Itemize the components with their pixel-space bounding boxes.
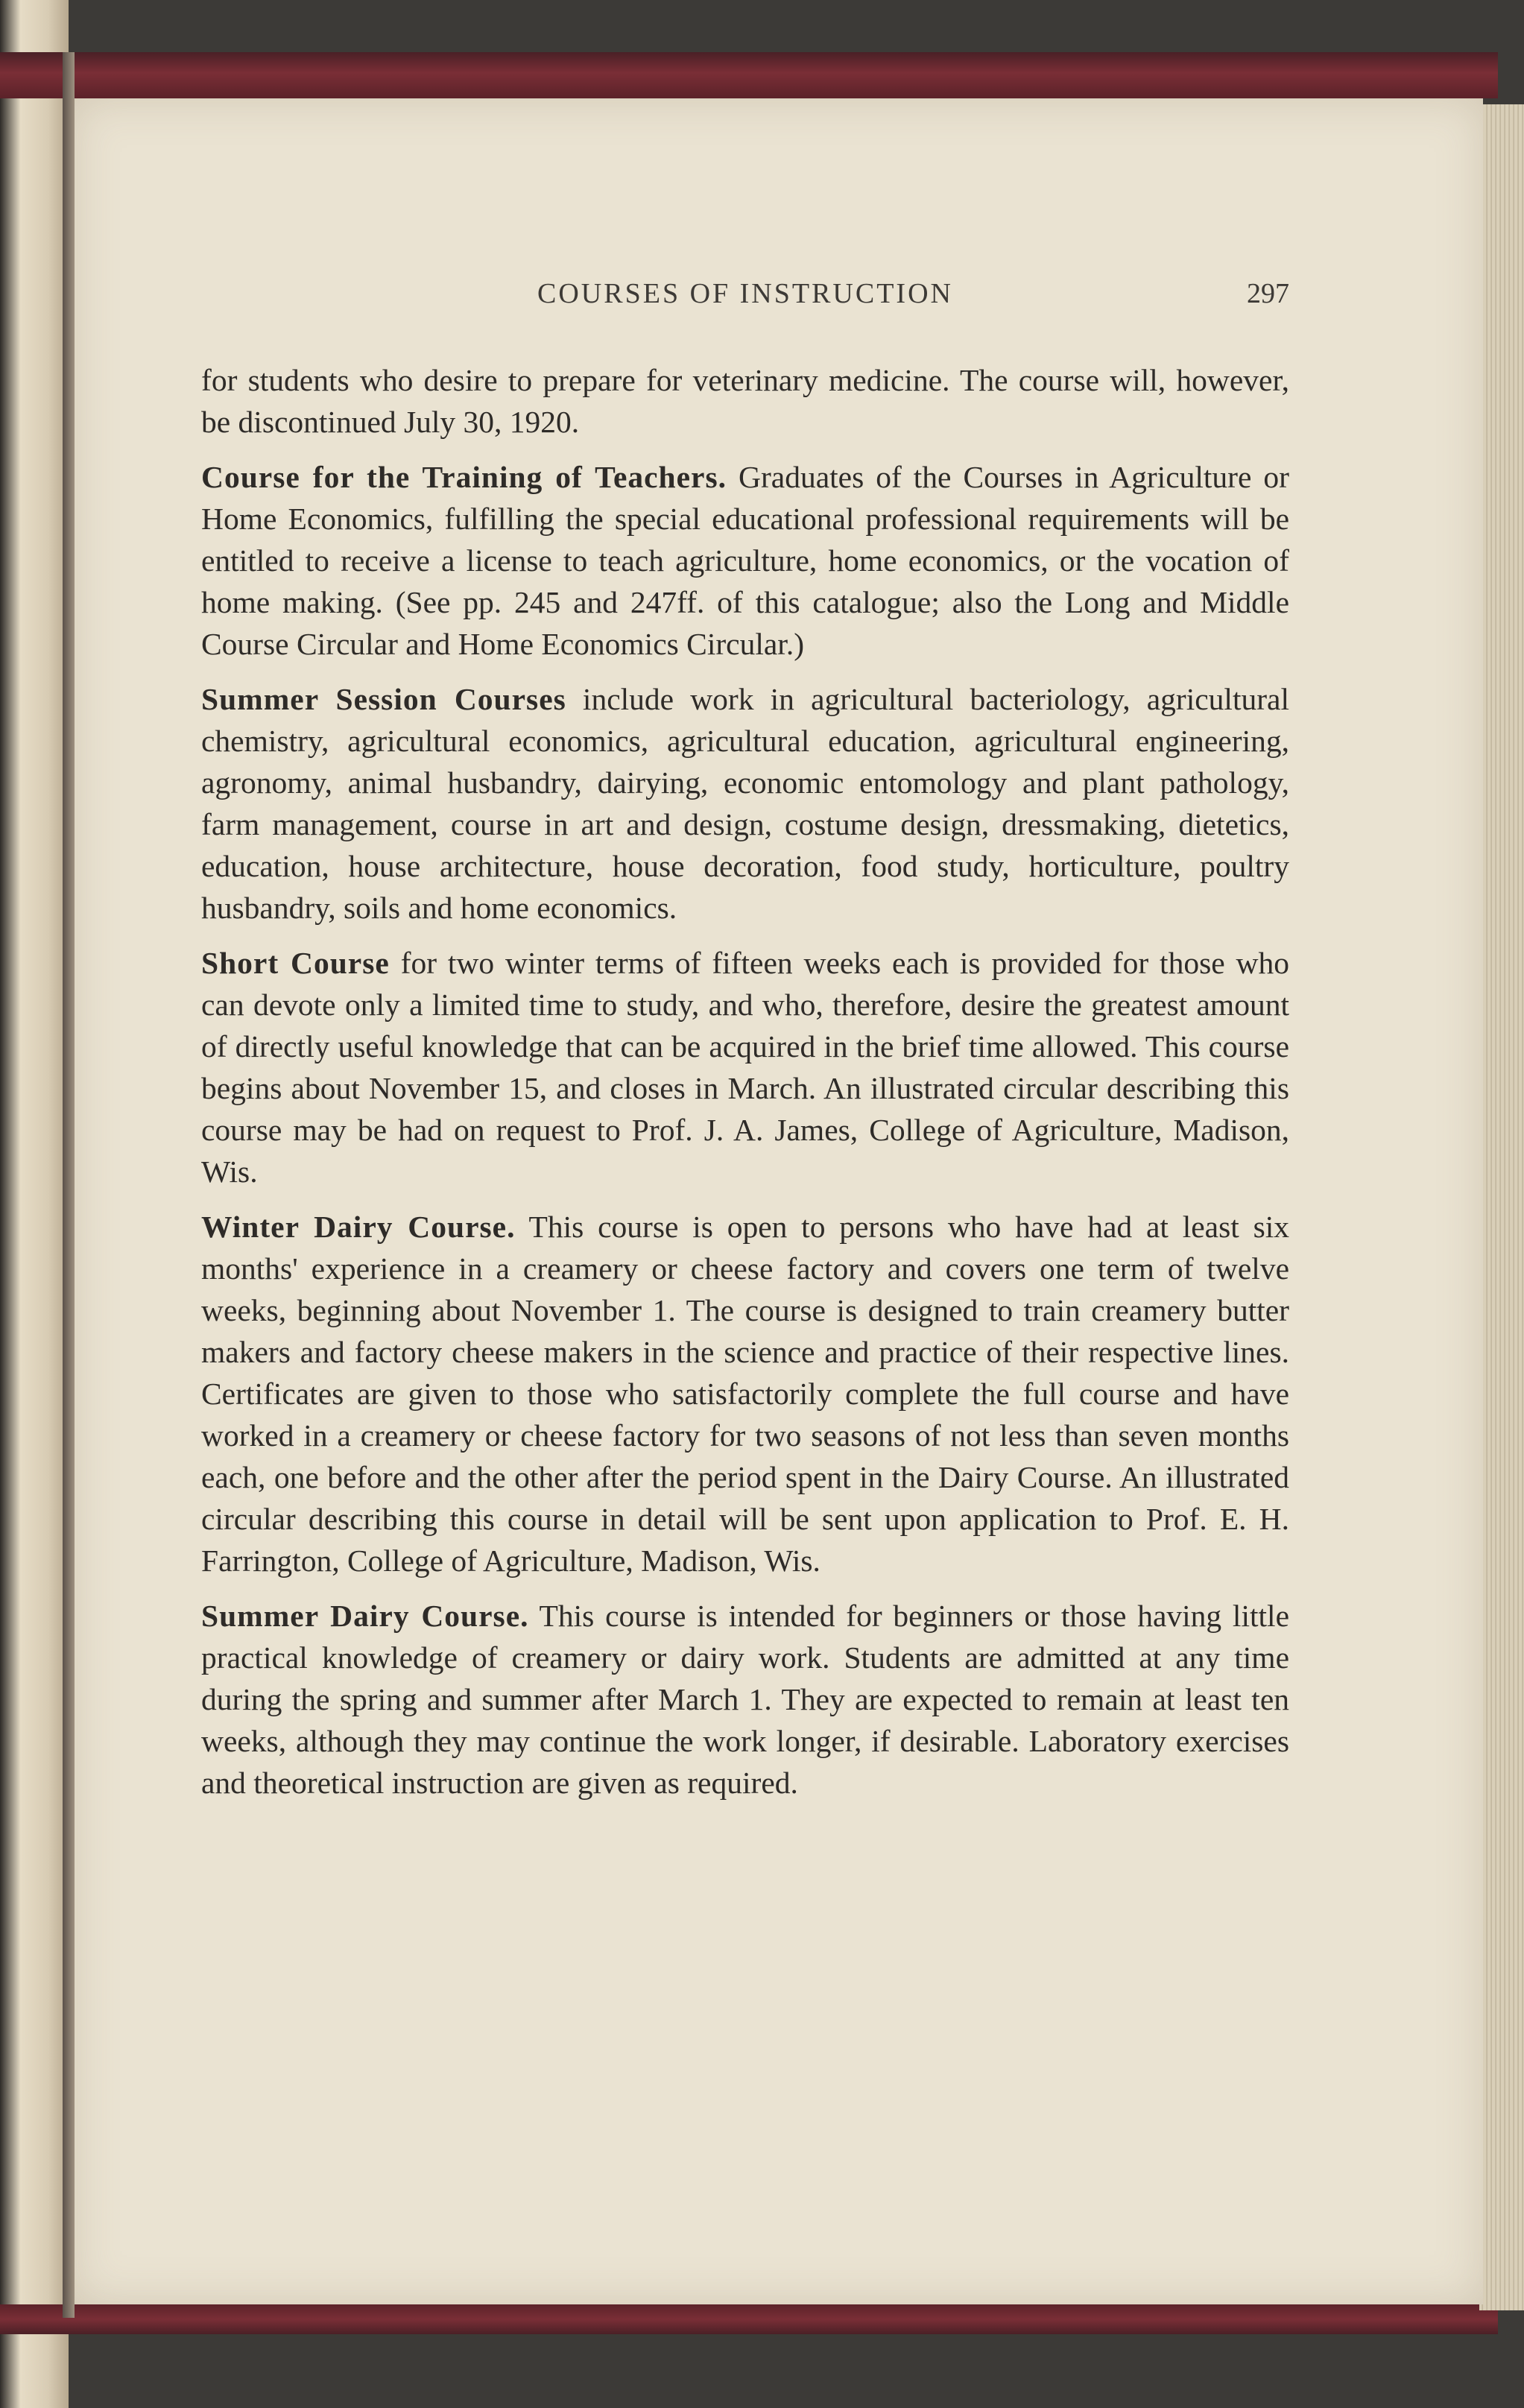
book-cover-bottom-edge [0,2304,1498,2334]
paragraph-summer-dairy [201,1595,1289,1804]
paragraph-heading: Winter Dairy Course. [201,1210,516,1244]
gutter-shadow [63,52,75,2318]
paragraph-text: include work in agricultural bacteriology, agricultural chemistry, agricultural economics, agricultural education, agricultural engineering, agronomy, animal husbandry, dairying, economic entomology and plant pathology, farm management, course in art and design, costume design, dressmaking, dietetics, education, house architecture, house decoration, food study, horticulture, poultry husbandry, soils and home economics. [201,682,1289,925]
body-text [201,359,1289,1804]
book-gutter [0,0,69,2408]
running-title: COURSES OF INSTRUCTION [537,278,953,309]
book-cover-top-edge [0,52,1498,98]
paragraph-summer-session [201,678,1289,929]
paragraph-heading: Course for the Training of Teachers. [201,460,727,494]
running-head [201,277,1289,322]
paragraph-heading: Summer Session Courses [201,682,566,716]
page-number: 297 [1247,278,1289,309]
paragraph-text: Graduates of the Courses in Agriculture or Home Economics, fulfilling the special educational professional requirements will be entitled to receive a license to teach agriculture, home economics, or the vocation of home making. (See pp. 245 and 247ff. of this catalogue; also the Long and Middle Course Circular and Home Economics Circular.) [201,460,1289,661]
paragraph-text: for two winter terms of fifteen weeks each is provided for those who can devote only a limited time to study, and who, therefore, desire the greatest amount of directly useful knowledge that can be acquired in the brief time allowed. This course begins about November 15, and closes in March. An illustrated circular describing this course may be had on request to Prof. J. A. James, College of Agriculture, Madison, Wis. [201,946,1289,1189]
paragraph-teachers-training [201,456,1289,665]
paragraph-heading: Summer Dairy Course. [201,1599,529,1633]
paragraph-veterinary [201,359,1289,443]
page-edges [1479,104,1524,2310]
paragraph-text: for students who desire to prepare for veterinary medicine. The course will, however, be discontinued July 30, 1920. [201,363,1289,439]
paragraph-winter-dairy [201,1206,1289,1581]
paragraph-short-course [201,942,1289,1192]
paragraph-text: This course is intended for beginners or those having little practical knowledge of creamery or dairy work. Students are admitted at any time during the spring and summer after March 1. They are expected to remain at least ten weeks, although they may continue the work longer, if desirable. Laboratory exercises and theoretical instruction are given as required. [201,1599,1289,1800]
paragraph-text: This course is open to persons who have had at least six months' experience in a creamery or cheese factory and covers one term of twelve weeks, beginning about November 1. The course is designed to train creamery butter makers and factory cheese makers in the science and practice of their respective lines. Certificates are given to those who satisfactorily complete the full course and have worked in a creamery or cheese factory for two seasons of not less than seven months each, one before and the other after the period spent in the Dairy Course. An illustrated circular describing this course in detail will be sent upon application to Prof. E. H. Farrington, College of Agriculture, Madison, Wis. [201,1210,1290,1578]
paragraph-heading: Short Course [201,946,390,980]
